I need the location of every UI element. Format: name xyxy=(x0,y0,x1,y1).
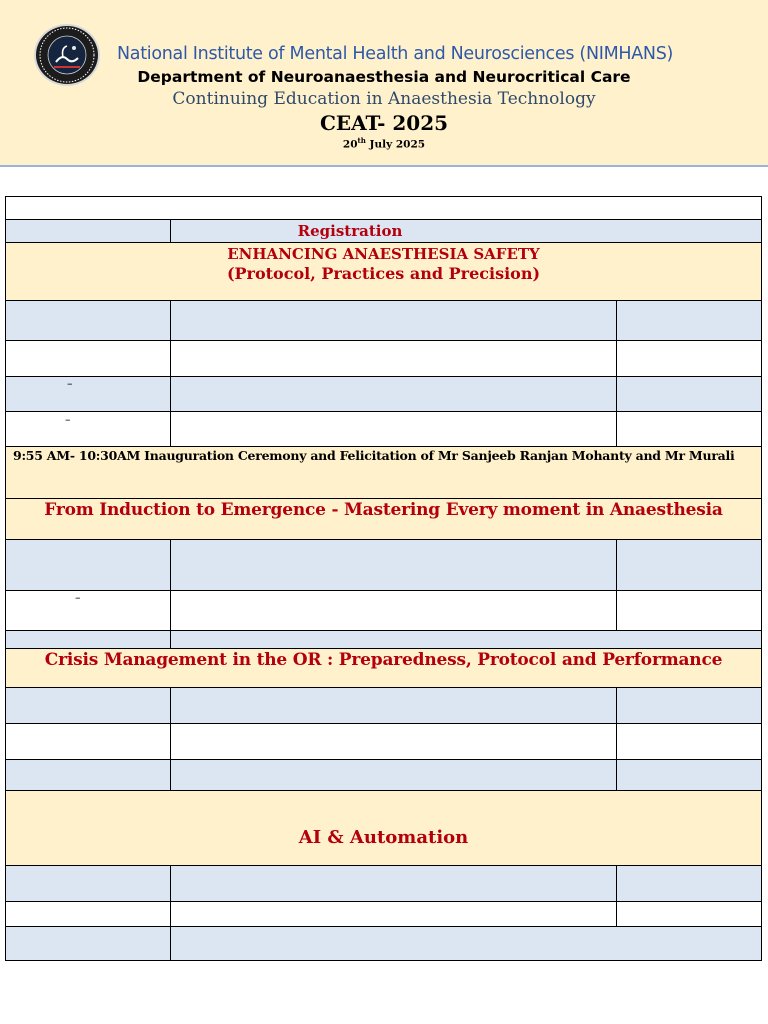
session-induction-title: From Induction to Emergence - Mastering Every moment in Anaesthesia xyxy=(44,500,723,520)
theme-subtitle: (Protocol, Practices and Precision) xyxy=(226,264,541,283)
session-ai-title: AI & Automation xyxy=(298,827,469,848)
letterhead xyxy=(0,0,768,167)
session-crisis-title: Crisis Management in the OR : Preparedness, Protocol and Performance xyxy=(44,650,723,670)
table-row xyxy=(5,376,762,412)
event-date xyxy=(0,136,768,151)
program-name: Continuing Education in Anaesthesia Technology xyxy=(172,89,596,109)
registration-label: Registration xyxy=(297,222,403,240)
table-row xyxy=(5,630,762,649)
date-month-year: July 2025 xyxy=(365,138,426,151)
table-row xyxy=(5,340,762,377)
date-day: 20 xyxy=(342,138,358,151)
time-dash: – xyxy=(67,377,73,390)
table-row xyxy=(5,901,762,927)
table-row xyxy=(5,539,762,591)
inauguration-row xyxy=(5,446,762,499)
session-header-row xyxy=(5,498,762,540)
registration-row xyxy=(5,219,762,243)
table-row xyxy=(5,411,762,447)
institute-name: National Institute of Mental Health and Neurosciences (NIMHANS) xyxy=(117,44,674,64)
table-row xyxy=(5,300,762,341)
table-row xyxy=(5,926,762,961)
time-dash: – xyxy=(65,413,71,426)
table-row xyxy=(5,865,762,902)
time-dash: – xyxy=(75,591,81,604)
table-row xyxy=(5,723,762,760)
theme-title: ENHANCING ANAESTHESIA SAFETY xyxy=(227,245,540,263)
table-row xyxy=(5,590,762,631)
inauguration-text: 9:55 AM- 10:30AM Inauguration Ceremony and Felicitation of Mr Sanjeeb Ranjan Mohanty and Mr Murali xyxy=(13,448,735,463)
session-header-row xyxy=(5,790,762,866)
table-row xyxy=(5,687,762,724)
department-name: Department of Neuroanaesthesia and Neurocritical Care xyxy=(137,68,631,86)
event-title: CEAT- 2025 xyxy=(319,111,449,135)
date-suffix: th xyxy=(357,136,366,145)
theme-row xyxy=(5,242,762,301)
session-header-row xyxy=(5,648,762,688)
table-top-row xyxy=(5,196,762,220)
table-row xyxy=(5,759,762,791)
